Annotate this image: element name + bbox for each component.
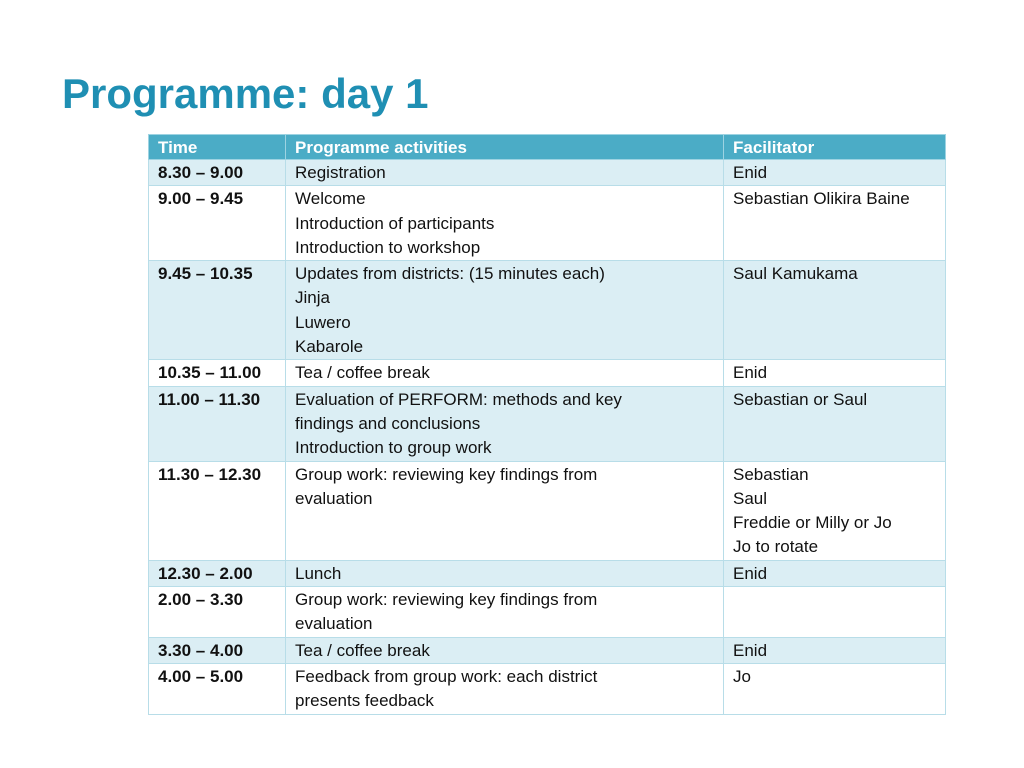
activity-line: Evaluation of PERFORM: methods and key [295,389,622,409]
facilitator-line: Jo [733,666,751,686]
facilitator-line: Saul [733,488,768,508]
table-row [149,663,946,714]
activity-line: Group work: reviewing key findings from [295,464,598,484]
facilitator-line: Enid [733,163,768,182]
facilitator-cell [724,663,946,714]
activity-line: Jinja [295,288,330,308]
table-row [149,261,946,360]
facilitator-cell [724,360,946,386]
activities-cell [286,461,724,560]
header-activities: Programme activities [286,135,724,160]
header-time: Time [149,135,286,160]
activity-line: evaluation [295,488,373,508]
facilitator-line: Saul Kamukama [733,264,858,284]
activities-cell [286,160,724,186]
activity-line: Introduction to group work [295,438,492,458]
activity-line: evaluation [295,614,373,634]
activity-line: Lunch [295,563,342,583]
table-row [149,587,946,638]
table-row [149,360,946,386]
facilitator-line: Enid [733,640,768,660]
facilitator-line: Sebastian [733,464,809,484]
activity-line: Luwero [295,312,351,332]
facilitator-line: Jo to rotate [733,537,819,557]
facilitator-cell [724,186,946,261]
facilitator-line: Enid [733,363,768,383]
facilitator-cell [724,560,946,586]
table-row [149,160,946,186]
facilitator-cell [724,386,946,461]
table-row [149,386,946,461]
activities-cell [286,386,724,461]
activities-cell [286,186,724,261]
activity-line: Introduction to workshop [295,237,481,257]
activity-line: Welcome [295,189,366,209]
time-cell: 9.00 – 9.45 [149,186,286,261]
facilitator-line: Sebastian Olikira Baine [733,189,910,209]
facilitator-cell [724,261,946,360]
activity-line: presents feedback [295,691,434,711]
activity-line: Tea / coffee break [295,640,430,660]
facilitator-line: Sebastian or Saul [733,389,868,409]
time-cell: 11.30 – 12.30 [149,461,286,560]
facilitator-cell [724,461,946,560]
facilitator-cell [724,637,946,663]
activity-line: Tea / coffee break [295,363,430,383]
slide-title: Programme: day 1 [62,70,429,117]
activities-cell [286,637,724,663]
activity-line: Group work: reviewing key findings from [295,590,598,610]
facilitator-line: Freddie or Milly or Jo [733,513,892,533]
time-cell: 4.00 – 5.00 [149,663,286,714]
time-cell: 3.30 – 4.00 [149,637,286,663]
activities-cell [286,261,724,360]
activities-cell [286,560,724,586]
facilitator-cell [724,160,946,186]
activities-cell [286,360,724,386]
table-row [149,186,946,261]
header-facilitator: Facilitator [724,135,946,160]
activity-line: findings and conclusions [295,413,481,433]
facilitator-line: Enid [733,563,768,583]
facilitator-cell [724,587,946,638]
activity-line: Registration [295,163,386,182]
activities-cell [286,663,724,714]
activities-cell [286,587,724,638]
table-row [149,560,946,586]
activity-line: Updates from districts: (15 minutes each) [295,264,605,284]
activity-line: Introduction of participants [295,213,495,233]
programme-table-body [149,160,946,715]
table-row [149,637,946,663]
time-cell: 10.35 – 11.00 [149,360,286,386]
activity-line: Feedback from group work: each district [295,666,598,686]
table-row [149,461,946,560]
time-cell: 8.30 – 9.00 [149,160,286,186]
time-cell: 2.00 – 3.30 [149,587,286,638]
time-cell: 9.45 – 10.35 [149,261,286,360]
time-cell: 12.30 – 2.00 [149,560,286,586]
table-header-row [149,135,946,160]
activity-line: Kabarole [295,337,364,357]
programme-table [148,134,946,715]
time-cell: 11.00 – 11.30 [149,386,286,461]
